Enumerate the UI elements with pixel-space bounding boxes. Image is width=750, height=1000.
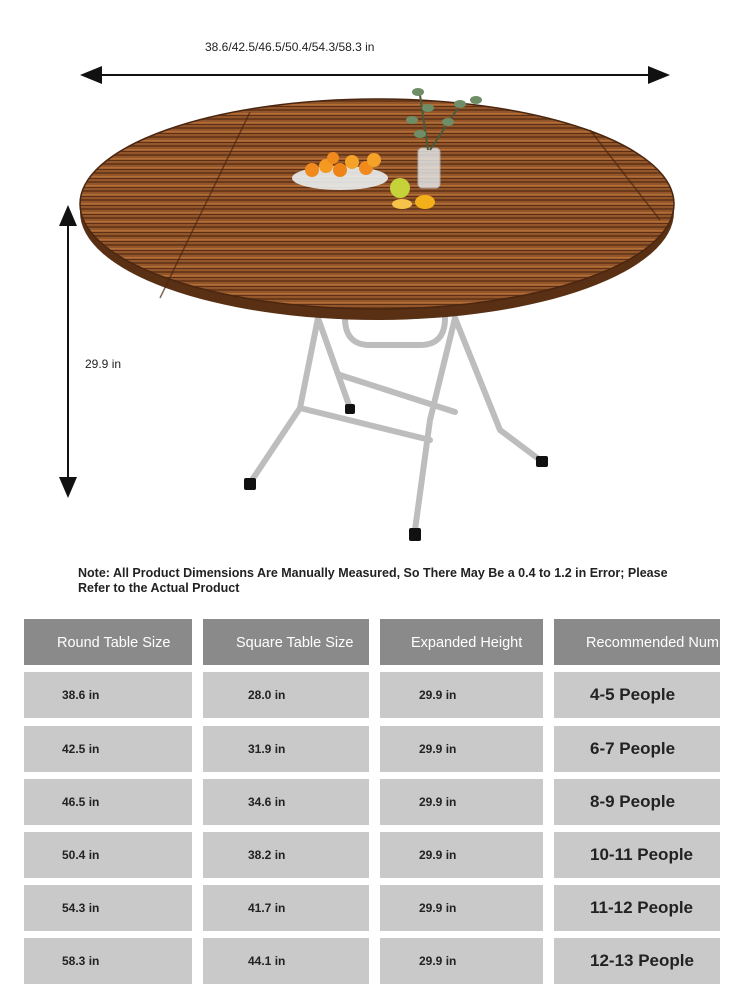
- measurement-note: Note: All Product Dimensions Are Manually Measured, So There May Be a 0.4 to 1.2 in Error; Please Refer to the Actual Product: [78, 566, 668, 595]
- cell-square-size: 38.2 in: [203, 832, 369, 878]
- cell-people: 8-9 People: [554, 779, 720, 825]
- table-top: [80, 99, 674, 320]
- cell-people: 4-5 People: [554, 672, 720, 718]
- cell-people: 11-12 People: [554, 885, 720, 931]
- cell-round-size: 58.3 in: [24, 938, 192, 984]
- cell-square-size: 44.1 in: [203, 938, 369, 984]
- cell-square-size: 34.6 in: [203, 779, 369, 825]
- table-legs: [252, 318, 540, 530]
- width-dimension-label: 38.6/42.5/46.5/50.4/54.3/58.3 in: [205, 40, 375, 54]
- width-arrow: [80, 66, 670, 84]
- cell-height: 29.9 in: [380, 885, 543, 931]
- cell-round-size: 54.3 in: [24, 885, 192, 931]
- cell-square-size: 28.0 in: [203, 672, 369, 718]
- cell-square-size: 31.9 in: [203, 726, 369, 772]
- cell-people: 6-7 People: [554, 726, 720, 772]
- header-square-size: Square Table Size: [203, 619, 369, 665]
- cell-round-size: 46.5 in: [24, 779, 192, 825]
- cell-height: 29.9 in: [380, 672, 543, 718]
- cell-square-size: 41.7 in: [203, 885, 369, 931]
- header-round-size: Round Table Size: [24, 619, 192, 665]
- cell-height: 29.9 in: [380, 779, 543, 825]
- cell-round-size: 38.6 in: [24, 672, 192, 718]
- cell-round-size: 50.4 in: [24, 832, 192, 878]
- cell-height: 29.9 in: [380, 832, 543, 878]
- header-expanded-height: Expanded Height: [380, 619, 543, 665]
- cell-height: 29.9 in: [380, 726, 543, 772]
- cell-round-size: 42.5 in: [24, 726, 192, 772]
- cell-people: 12-13 People: [554, 938, 720, 984]
- cell-height: 29.9 in: [380, 938, 543, 984]
- header-recommended-number: Recommended Number: [554, 619, 720, 665]
- height-arrow: [59, 205, 77, 498]
- cell-people: 10-11 People: [554, 832, 720, 878]
- height-dimension-label: 29.9 in: [85, 357, 122, 371]
